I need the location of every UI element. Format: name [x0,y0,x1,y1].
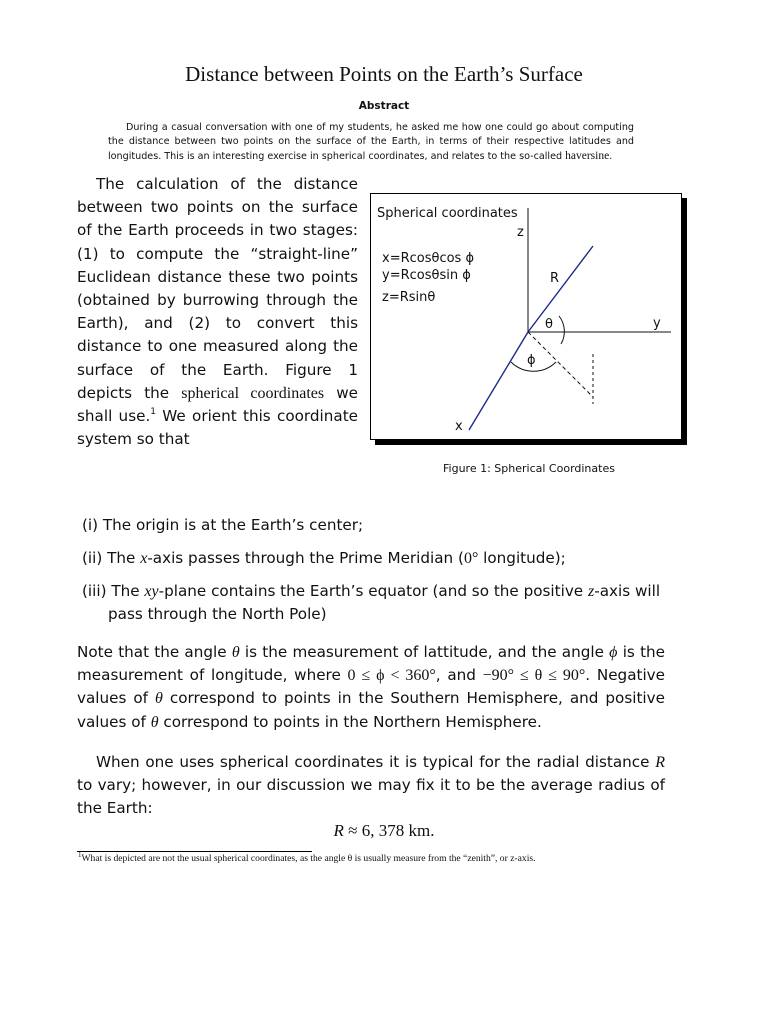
list-text: The [111,582,145,600]
paper-title: Distance between Points on the Earth’s Surface [185,62,583,86]
list-text: longitude); [478,549,566,567]
list-text: -plane contains the Earth’s equator (and so the positive [158,582,588,600]
paragraph-text: When one uses spherical coordinates it is typical for the radial distance [96,753,656,771]
spherical-coordinates-term: spherical coordinates [181,384,325,402]
equation-y: y=Rcosθsin ϕ [382,268,471,283]
equation-lhs: R [333,821,344,840]
math-theta: θ [150,713,159,731]
paragraph-text: correspond to points in the Northern Hemisphere. [158,712,542,731]
theta-label: θ [545,317,553,332]
equation-rhs: ≈ 6, 378 km. [343,821,435,840]
paragraph-text: correspond to points in the Southern Hemisphere, and positive values of [77,689,665,731]
paragraph-text: , and [435,666,483,685]
list-marker: (i) [82,516,99,534]
footnote-number: 1 [78,851,82,859]
math-phi: ϕ [609,644,618,661]
math-var: z [587,583,595,600]
math-theta: θ [231,644,240,661]
math-r: R [655,754,665,771]
list-marker: (ii) [82,549,103,567]
haversine-term: haversine [565,150,610,162]
earth-radius-equation [0,821,768,841]
math-var: xy [144,583,159,600]
intro-paragraph [77,173,358,451]
axis-label-y: y [653,316,661,331]
abstract-text-end: . [609,151,613,162]
math-range-phi: 0 ≤ ϕ < 360° [347,667,436,685]
intro-text-mid: we shall use. [77,383,358,426]
figure-1 [370,193,688,446]
angles-paragraph [77,641,665,734]
math-theta: θ [155,690,163,708]
footnote-rule [77,851,312,852]
intro-text: The calculation of the distance between two points on the surface of the Earth proceeds in two stages: (1) to compute the “straight-line” Euclidean distance these two points (obtained by burrowing through the Earth), and (2) to convert this distance to one measured along the surface of the Earth. Figure 1 depicts the [77,175,358,402]
abstract-heading: Abstract [358,100,410,112]
list-text: The [107,549,141,567]
list-text: -axis passes through the Prime Meridian ( [147,549,464,567]
phi-label: ϕ [527,353,536,368]
math-expr: 0° [463,550,479,567]
footnote-mark[interactable]: 1 [150,407,157,418]
axis-label-x: x [455,419,463,434]
equation-x: x=Rcosθcos ϕ [382,251,475,266]
list-text: The origin is at the Earth’s center; [102,516,364,534]
figure-heading: Spherical coordinates [377,206,518,221]
paragraph-text: Note that the angle [77,643,232,661]
list-item [82,580,668,626]
footnote [78,853,678,864]
list-text: -axis will pass through the North Pole) [108,582,661,623]
math-range-theta: −90° ≤ θ ≤ 90° [482,667,586,685]
orientation-list [82,514,668,626]
list-marker: (iii) [82,582,107,600]
list-item [82,514,668,537]
abstract-text: During a casual conversation with one of my students, he asked me how one could go about computing the distance between two points on the surface of the Earth, in terms of their respective latitudes and longitudes. This is an interesting exercise in spherical coordinates, and relates to the so-called [108,122,634,162]
radius-label: R [550,271,560,286]
abstract-body [108,121,634,164]
math-var: x [140,550,148,567]
axis-label-z: z [517,225,524,240]
spherical-coordinates-diagram [371,194,681,439]
projection-line [528,332,593,397]
list-item [82,547,668,570]
x-axis-line [469,332,528,430]
paragraph-text: to vary; however, in our discussion we may fix it to be the average radius of the Earth: [77,776,665,818]
radial-paragraph [77,751,665,821]
paragraph-text: . Negative values of [77,666,666,708]
paragraph-text: is the measurement of lattitude, and the angle [239,643,610,661]
radius-line [528,246,593,332]
figure-frame [370,193,682,440]
theta-arc [559,316,564,344]
paragraph-text: is the measurement of longitude, where [77,643,665,685]
figure-caption: Figure 1: Spherical Coordinates [443,462,615,475]
intro-text-end: We orient this coordinate system so that [77,407,358,449]
equation-z: z=Rsinθ [382,290,436,305]
footnote-text: What is depicted are not the usual spherical coordinates, as the angle θ is usually measure from the “zenith”, or z-axis. [81,853,536,864]
